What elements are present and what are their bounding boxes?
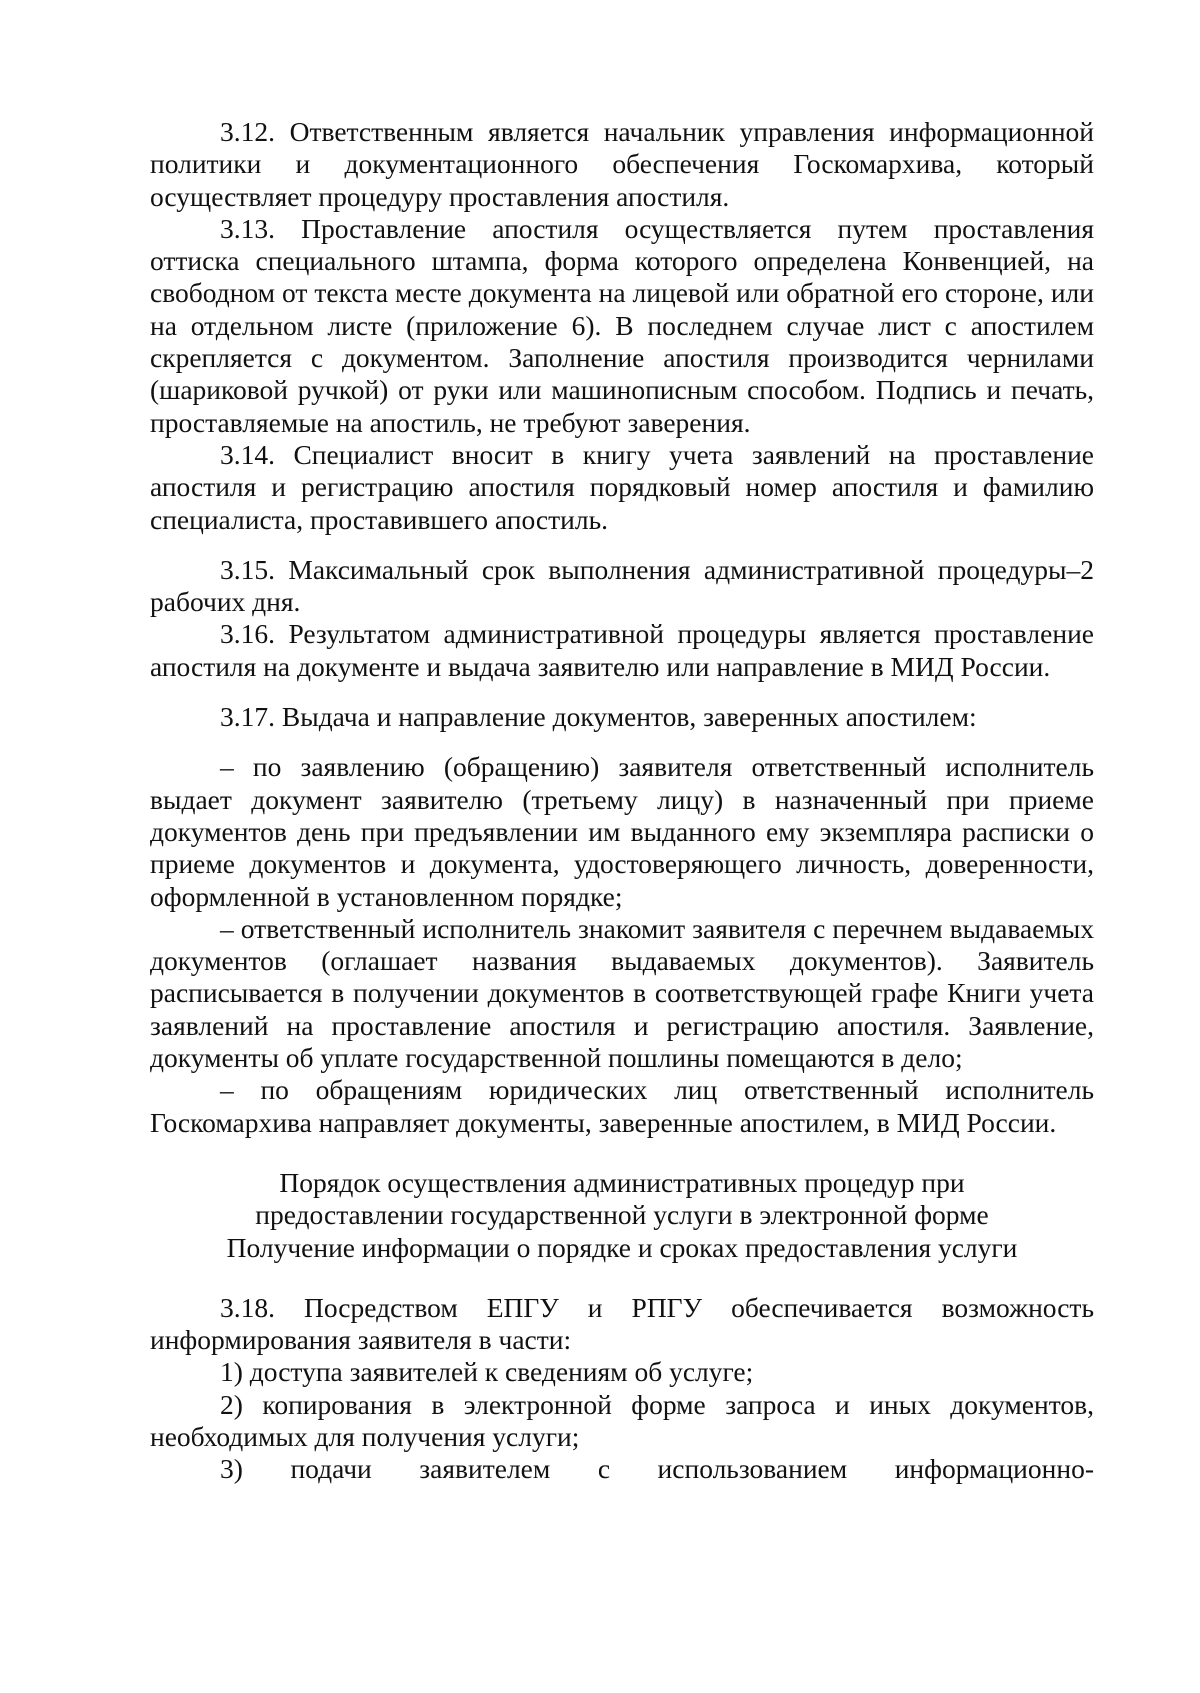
- section-heading-line-1: Порядок осуществления административных процедур при: [279, 1166, 965, 1198]
- list-item-2: 2) копирования в электронной форме запроса и иных документов, необходимых для получения услуги;: [150, 1388, 1094, 1452]
- list-item-legal-entities: – по обращениям юридических лиц ответственный исполнитель Госкомархива направляет документы, заверенные апостилем, в МИД России.: [150, 1074, 1094, 1138]
- document-page: [150, 116, 1094, 1486]
- subsection-heading-information: Получение информации о порядке и сроках предоставления услуги: [226, 1231, 1018, 1263]
- paragraph-3-14: 3.14. Специалист вносит в книгу учета заявлений на проставление апостиля и регистрацию апостиля порядковый номер апостиля и фамилию специалиста, проставившего апостиль.: [150, 438, 1094, 535]
- paragraph-3-16: 3.16. Результатом административной процедуры является проставление апостиля на документе и выдача заявителю или направление в МИД России.: [150, 618, 1094, 682]
- section-heading-line-2: предоставлении государственной услуги в электронной форме: [255, 1199, 989, 1231]
- paragraph-3-12: 3.12. Ответственным является начальник управления информационной политики и документационного обеспечения Госкомархива, который осуществляет процедуру проставления апостиля.: [150, 116, 1094, 212]
- list-item-1: 1) доступа заявителей к сведениям об услуге;: [220, 1356, 754, 1388]
- paragraph-3-13: 3.13. Проставление апостиля осуществляется путем проставления оттиска специального штампа, форма которого определена Конвенцией, на свободном от текста месте документа на лицевой или обратной его стороне, или на отдельном листе (приложение 6). В последнем случае лист с апостилем скрепляется с документом. Заполнение апостиля производится чернилами (шариковой ручкой) от руки или машинописным способом. Подпись и печать, проставляемые на апостиль, не требуют заверения.: [150, 212, 1094, 438]
- paragraph-3-15: 3.15. Максимальный срок выполнения административной процедуры–2 рабочих дня.: [150, 553, 1094, 618]
- list-item-3: 3) подачи заявителем с использованием информационно-: [220, 1453, 1094, 1485]
- paragraph-3-18: 3.18. Посредством ЕПГУ и РПГУ обеспечивается возможность информирования заявителя в части:: [150, 1291, 1094, 1356]
- paragraph-3-17: 3.17. Выдача и направление документов, заверенных апостилем:: [220, 701, 977, 733]
- list-item-familiarize-applicant: – ответственный исполнитель знакомит заявителя с перечнем выдаваемых документов (оглашает названия выдаваемых документов). Заявитель расписывается в получении документов в соответствующей графе Книги учета заявлений на проставление апостиля и регистрацию апостиля. Заявление, документы об уплате государственной пошлины помещаются в дело;: [150, 912, 1094, 1074]
- list-item-issue-by-application: – по заявлению (обращению) заявителя ответственный исполнитель выдает документ заявителю (третьему лицу) в назначенный при приеме документов день при предъявлении им выданного ему экземпляра расписки о приеме документов и документа, удостоверяющего личность, доверенности, оформленной в установленном порядке;: [150, 751, 1094, 912]
- section-heading-electronic-form: [150, 1167, 1094, 1232]
